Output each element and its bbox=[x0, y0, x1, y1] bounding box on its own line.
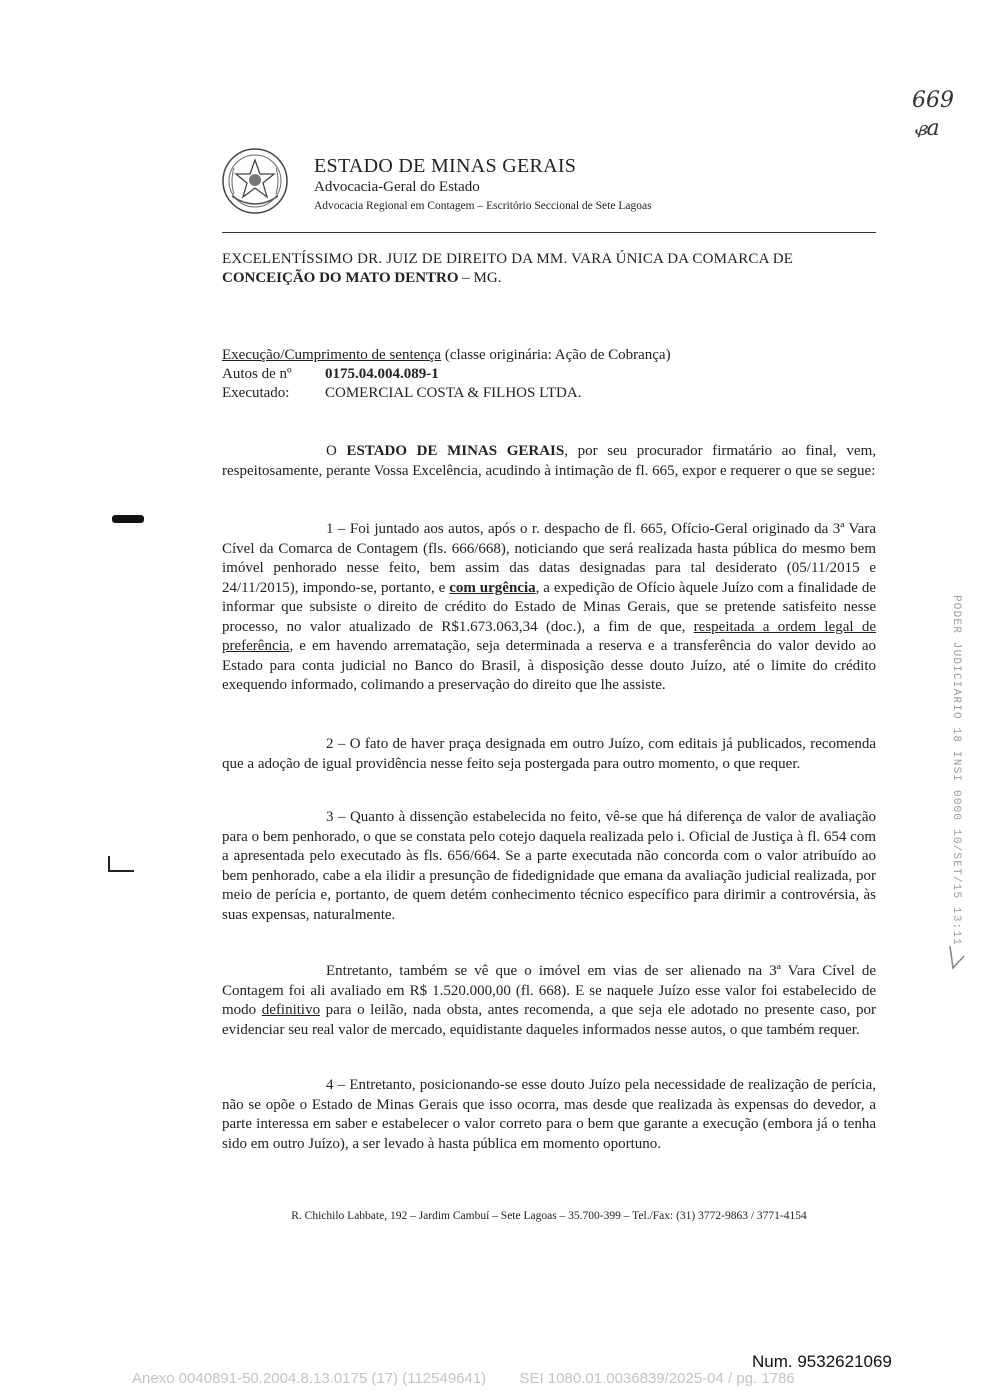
p1-text-c: , e em havendo arrematação, seja determinada a reserva e a transferência do valor devido ao Estado para conta judicial no Banco do Brasil, à disposição desse douto Juízo, até o limite do crédito exequendo informado, colimando a preservação do direito que lhe assiste. bbox=[222, 638, 876, 693]
addressee-state: – MG. bbox=[458, 270, 502, 286]
handwritten-page-number: 669 bbox=[912, 88, 954, 113]
case-autos-number: 0175.04.004.089-1 bbox=[325, 366, 439, 382]
case-autos bbox=[222, 365, 671, 384]
p2-text: 2 – O fato de haver praça designada em outro Juízo, com editais já publicados, recomenda que a adoção de igual providência nesse feito seja postergada para outro momento, o que requer. bbox=[222, 736, 876, 772]
case-info bbox=[222, 346, 671, 403]
addressee-line2 bbox=[222, 269, 876, 288]
case-executado-name: COMERCIAL COSTA & FILHOS LTDA. bbox=[325, 385, 582, 401]
handwritten-initials: ᏸa bbox=[914, 116, 940, 141]
addressee-city: CONCEIÇÃO DO MATO DENTRO bbox=[222, 270, 459, 286]
intro-text-a: O bbox=[326, 443, 347, 459]
header-agency: Advocacia-Geral do Estado bbox=[314, 179, 480, 195]
addressee-line1: EXCELENTÍSSIMO DR. JUIZ DE DIREITO DA MM. VARA ÚNICA DA COMARCA DE bbox=[222, 251, 794, 267]
case-action bbox=[222, 346, 671, 365]
paragraph-intro bbox=[222, 442, 876, 481]
state-coat-of-arms-icon bbox=[220, 146, 290, 216]
p4-text-b: para o leilão, nada obsta, antes recomenda, a que seja ele adotado no presente caso, por evidenciar seu real valor de mercado, equidistante daqueles informados nesse autos, o que também requer. bbox=[222, 1002, 876, 1038]
header-office: Advocacia Regional em Contagem – Escritório Seccional de Sete Lagoas bbox=[314, 200, 652, 212]
paragraph-4 bbox=[222, 962, 876, 1040]
p4-text-a: Entretanto, também se vê que o imóvel em vias de ser alienado na 3ª Vara Cível de Contagem foi ali avaliado em R$ 1.520.000,00 (fl. 668). E se naquele Juízo esse valor foi estabelecido de modo bbox=[222, 963, 876, 1018]
intro-text-b: , por seu procurador firmatário ao final, vem, respeitosamente, perante Vossa Excelência, acudindo à intimação de fl. 665, expor e requerer o que se segue: bbox=[222, 443, 876, 479]
addressee bbox=[222, 250, 876, 288]
p5-text: 4 – Entretanto, posicionando-se esse douto Juízo pela necessidade de realização de perícia, não se opõe o Estado de Minas Gerais que isso ocorra, mas desde que realizada às expensas do devedor, a parte interessa em saber e estabelecer o valor correto para o bem que garante a execução (embora já o tenha sido em outro Juízo), a ser levado à hasta pública em momento oportuno. bbox=[222, 1077, 876, 1152]
footer-address: R. Chichilo Labbate, 192 – Jardim Cambuí – Sete Lagoas – 35.700-399 – Tel./Fax: (31) 3772-9863 / 3771-4154 bbox=[291, 1210, 807, 1222]
p1-text-b: , a expedição de Ofício àquele Juízo com a finalidade de informar que subsiste o direito de crédito do Estado de Minas Gerais, que se pretende satisfeito nesse processo, no valor atualizado de R$1.673.063,34 (doc.), a fim de que, bbox=[222, 579, 876, 635]
case-executado bbox=[222, 384, 671, 403]
paragraph-1 bbox=[222, 520, 876, 696]
document-number: Num. 9532621069 bbox=[752, 1352, 892, 1371]
header-state-name: ESTADO DE MINAS GERAIS bbox=[314, 155, 577, 177]
intro-state-bold: ESTADO DE MINAS GERAIS bbox=[346, 443, 565, 459]
case-executado-label: Executado: bbox=[222, 385, 290, 401]
paragraph-2 bbox=[222, 735, 876, 774]
header-divider bbox=[222, 232, 876, 233]
case-action-type: Execução/Cumprimento de sentença bbox=[222, 347, 442, 363]
p4-definitive: definitivo bbox=[261, 1002, 321, 1018]
p1-urgency: com urgência bbox=[449, 579, 536, 596]
annex-watermark: Anexo 0040891-50.2004.8.13.0175 (17) (112549641) SEI 1080.01.0036839/2025-04 / pg. 1786 bbox=[132, 1370, 795, 1387]
paragraph-3 bbox=[222, 808, 876, 925]
margin-pen-mark bbox=[108, 856, 134, 872]
court-receipt-stamp: PODER JUDICIARIO 18 INSI 0000 10/SET/15 13:11 bbox=[950, 595, 962, 947]
case-action-class: (classe originária: Ação de Cobrança) bbox=[441, 347, 671, 363]
case-autos-label: Autos de nº bbox=[222, 366, 292, 382]
p1-text-a: 1 – Foi juntado aos autos, após o r. despacho de fl. 665, Ofício-Geral originado da 3ª Vara Cível da Comarca de Contagem (fls. 666/668), noticiando que será realizada hasta pública do mesmo bem imóvel penhorado nesse feito, bem assim das datas designadas para tal desiderato (05/11/2015 e 24/11/2015), impondo-se, portanto, e bbox=[222, 521, 876, 596]
margin-arrow-icon bbox=[947, 944, 967, 970]
p1-legal-order: respeitada a ordem legal de preferência bbox=[222, 618, 876, 654]
margin-ink-mark bbox=[112, 515, 144, 523]
paragraph-5 bbox=[222, 1076, 876, 1154]
p3-text: 3 – Quanto à dissenção estabelecida no feito, vê-se que há diferença de valor de avaliação para o bem penhorado, o que se constata pelo cotejo daquela realizada pelo i. Oficial de Justiça à fl. 654 com a apresentada pelo executado às fls. 656/664. Se a parte executada não concorda com o valor atribuído ao bem penhorado, cabe a ela ilidir a presunção de fidedignidade que emana da avaliação judicial realizada, por meio de perícia e, portanto, de quem detém conhecimento técnico específico para dirimir a controvérsia, às suas expensas, naturalmente. bbox=[222, 809, 876, 923]
